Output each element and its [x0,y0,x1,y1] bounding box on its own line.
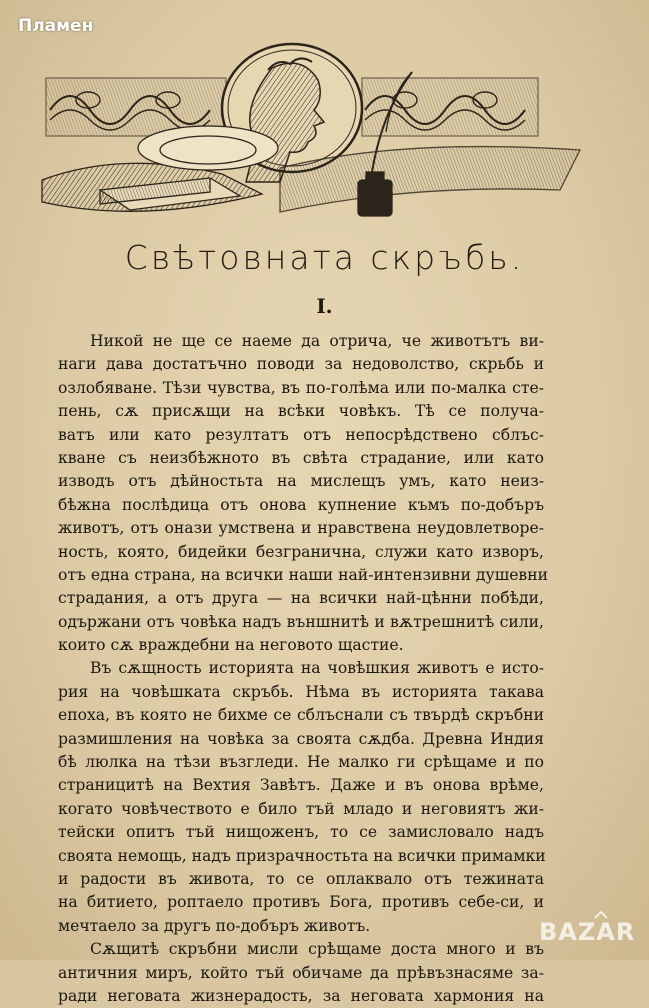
bazar-logo [535,910,640,950]
text-line: озлобяване. Тѣзи чувства, въ по-голѣма или по-малка сте- [58,378,544,397]
seller-watermark: Пламен [18,16,94,36]
text-line: които сѫ враждебни на неговото щастие. [58,636,404,655]
text-line: бѣ люлка на тѣзи възгледи. Не малко ги срѣщаме и по [58,753,544,772]
engraved-vignette [40,40,600,230]
text-line: отъ една страна, на всички наши най-интензивни душевни [58,565,548,584]
text-line: на битието, роптаело противъ Бога, противъ себе-си, и [58,893,544,912]
text-line: размишления на човѣка за своята сѫдба. Древна Индия [58,729,544,748]
text-line: кване съ неизбѣжното въ свѣта страдание, или като [58,448,544,467]
paragraph [58,938,544,1008]
text-line: наги дава достатъчно поводи за недоволство, скрьбь и [58,355,544,374]
paragraph [58,657,544,938]
text-line: Сѫщитѣ скръбни мисли срѣщаме доста много и въ [90,940,544,959]
text-line: мечтаело за другъ по-добъръ животъ. [58,916,371,935]
text-line: изводъ отъ дѣйностьта на мислещъ умъ, като неиз- [58,472,544,491]
text-line: своята немощь, надъ призрачностьта на всички примамки [58,846,546,865]
text-line: епоха, въ която не бихме се сблъснали съ твърдѣ скръбни [58,706,544,725]
body-text [58,330,548,1008]
text-line: Никой не ще се наеме да отрича, че животътъ ви- [90,332,544,350]
text-line: страдания, а отъ друга — на всички най-цѣнни побѣди, [58,589,544,608]
ornament-right [362,78,538,136]
text-line: тейски опитъ тъй нищоженъ, то се замисловало надъ [58,823,544,842]
section-number: I. [316,294,333,318]
text-line: античния миръ, който тъй обичаме да прѣвъзнасяме за- [58,963,544,982]
text-line: ватъ или като резултатъ отъ непосрѣдствено сблъс- [58,425,544,444]
text-line: пень, сѫ присѫщи на всѣки човѣкъ. Тѣ се получа- [58,402,544,421]
text-line: и радости въ живота, то се оплаквало отъ тежината [58,869,544,888]
text-line: страницитѣ на Вехтия Завѣтъ. Даже и въ онова врѣме, [58,776,544,795]
svg-text:BAZAR: BAZAR [539,918,636,946]
chapter-title: Свѣтовната скръбь. [124,238,525,277]
text-line: когато човѣчеството е било тъй младо и неговиятъ жи- [58,799,544,818]
text-line: Въ сѫщность историята на човѣшкия животъ е исто- [90,659,544,678]
text-line: одържани отъ човѣка надъ външнитѣ и вѫтрешнитѣ сили, [58,612,544,631]
text-line: животъ, отъ онази умствена и нравствена неудовлетворе- [58,519,544,538]
text-line: бѣжна послѣдица отъ онова купнение къмъ по-добъръ [58,495,544,514]
text-line: ность, която, бидейки безгранична, служи като изворъ, [58,542,544,561]
text-line: ради неговата жизнерадость, за неговата хармония на [58,986,544,1005]
text-line: рия на човѣшката скръбь. Нѣма въ историята такава [58,682,544,701]
paragraph [58,330,548,657]
